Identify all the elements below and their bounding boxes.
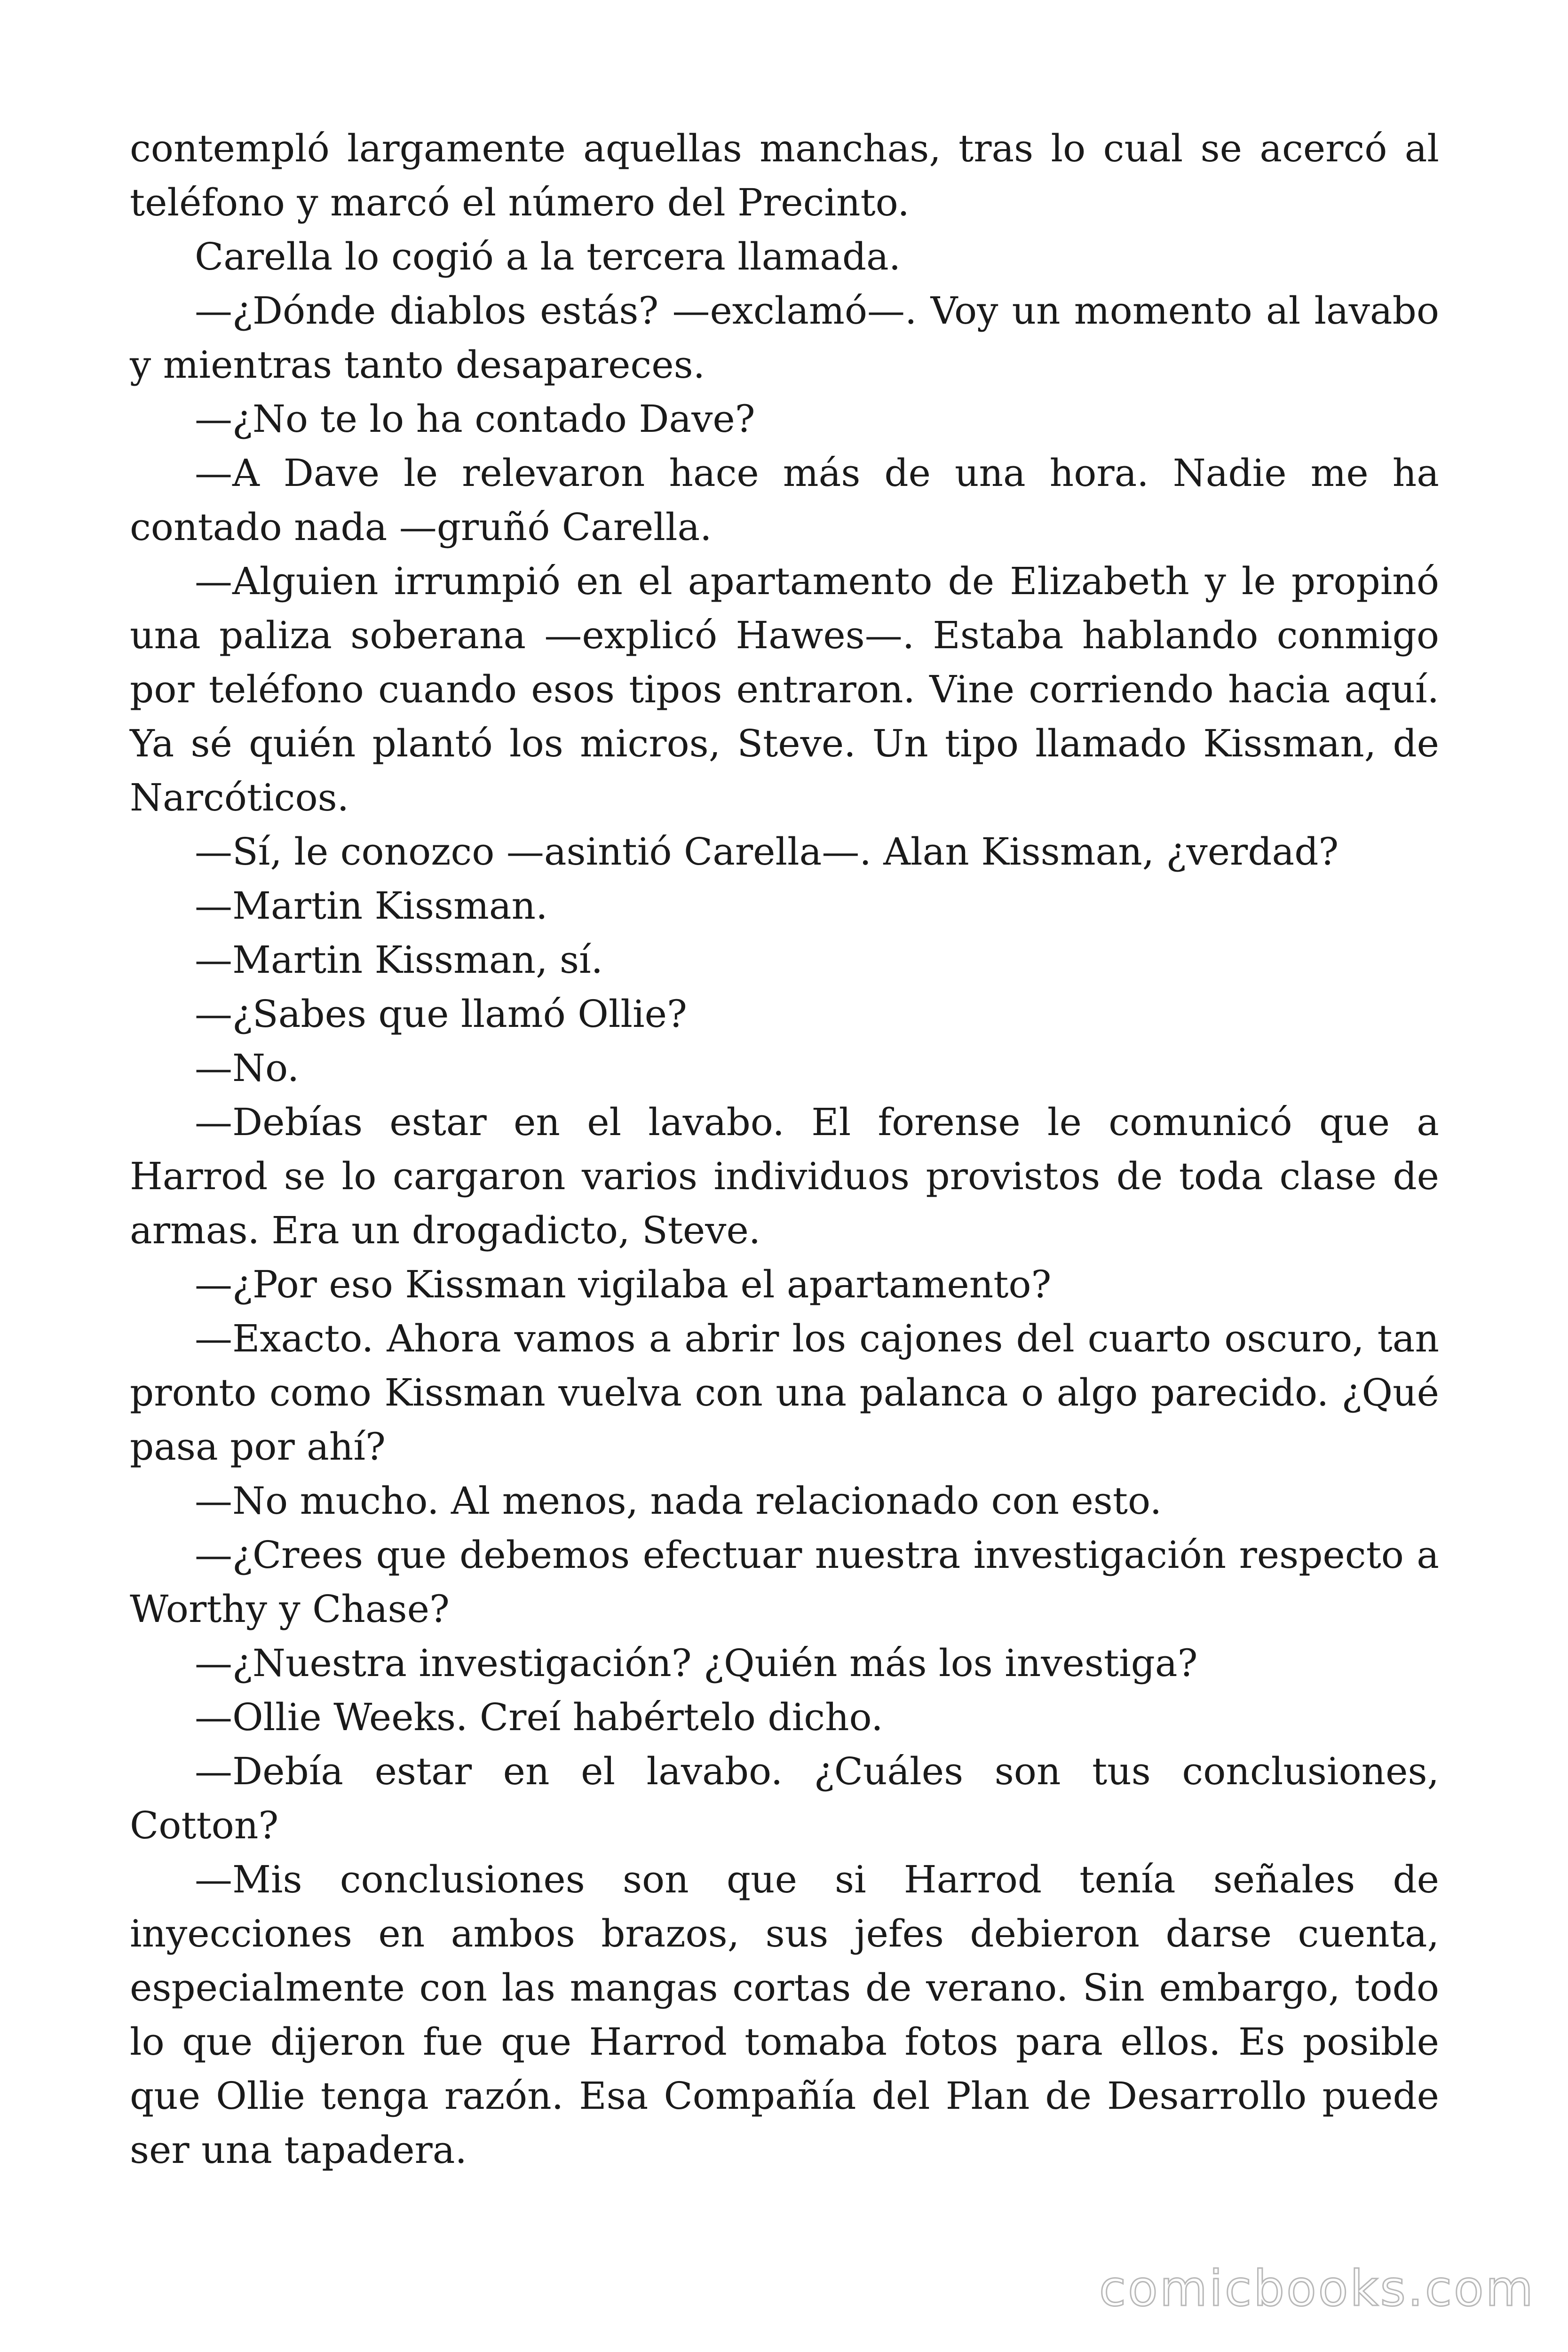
paragraph: —¿Nuestra investigación? ¿Quién más los investiga? [195, 1641, 1198, 1685]
page-body [130, 121, 1439, 2177]
paragraph: —A Dave le relevaron hace más de una hora. Nadie me ha contado nada —gruñó Carella. [130, 451, 1439, 549]
paragraph: Carella lo cogió a la tercera llamada. [195, 235, 901, 278]
paragraph: —¿Dónde diablos estás? —exclamó—. Voy un momento al lavabo y mientras tanto desapareces. [130, 289, 1439, 387]
paragraph: —¿Sabes que llamó Ollie? [195, 992, 687, 1036]
paragraph: —Debía estar en el lavabo. ¿Cuáles son tus conclusiones, Cotton? [130, 1749, 1439, 1847]
paragraph: —Mis conclusiones son que si Harrod tenía señales de inyecciones en ambos brazos, sus jefes debieron darse cuenta, especialmente con las mangas cortas de verano. Sin embargo, todo lo que dijeron fue que Harrod tomaba fotos para ellos. Es posible que Ollie tenga razón. Esa Compañía del Plan de Desarrollo puede ser una tapadera. [130, 1858, 1439, 2172]
paragraph: —Martin Kissman, sí. [195, 938, 603, 982]
paragraph: —Exacto. Ahora vamos a abrir los cajones del cuarto oscuro, tan pronto como Kissman vuelva con una palanca o algo parecido. ¿Qué pasa por ahí? [130, 1317, 1439, 1469]
paragraph: contempló largamente aquellas manchas, tras lo cual se acercó al teléfono y marcó el número del Precinto. [130, 127, 1439, 224]
paragraph: —No. [195, 1046, 300, 1090]
paragraph: —¿No te lo ha contado Dave? [195, 397, 755, 441]
paragraph: —Ollie Weeks. Creí habértelo dicho. [195, 1695, 883, 1739]
paragraph: —Martin Kissman. [195, 884, 548, 928]
watermark: comicbooks.com [1099, 2260, 1535, 2317]
paragraph: —Debías estar en el lavabo. El forense le comunicó que a Harrod se lo cargaron varios individuos provistos de toda clase de armas. Era un drogadicto, Steve. [130, 1100, 1439, 1252]
paragraph: —Sí, le conozco —asintió Carella—. Alan Kissman, ¿verdad? [195, 830, 1339, 874]
paragraph: —¿Por eso Kissman vigilaba el apartamento? [195, 1263, 1052, 1306]
paragraph: —Alguien irrumpió en el apartamento de Elizabeth y le propinó una paliza soberana —explicó Hawes—. Estaba hablando conmigo por teléfono cuando esos tipos entraron. Vine corriendo hacia aquí. Ya sé quién plantó los micros, Steve. Un tipo llamado Kissman, de Narcóticos. [130, 559, 1439, 819]
paragraph: —¿Crees que debemos efectuar nuestra investigación respecto a Worthy y Chase? [130, 1533, 1439, 1631]
paragraph: —No mucho. Al menos, nada relacionado con esto. [195, 1479, 1162, 1523]
